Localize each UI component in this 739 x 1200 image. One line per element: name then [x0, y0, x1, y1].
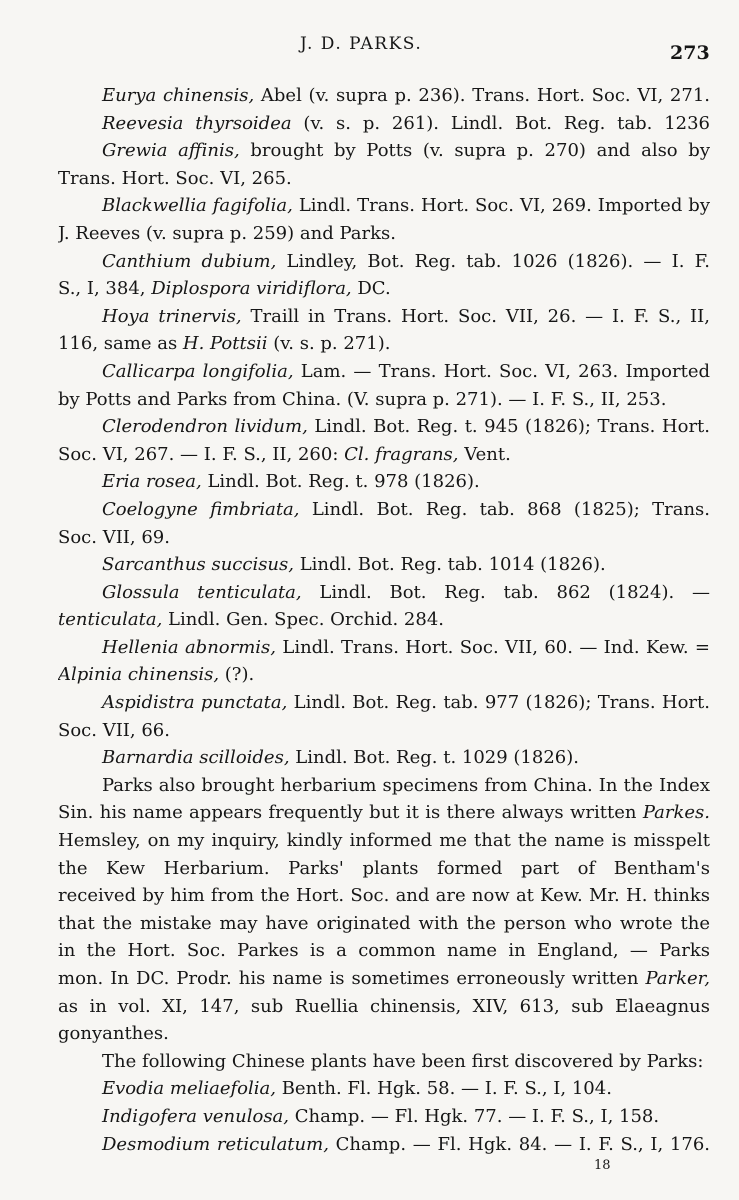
italic-text: Canthium dubium, — [102, 250, 277, 272]
text-line — [58, 937, 710, 965]
text-run: J. Reeves (v. supra p. 259) and Parks. — [58, 222, 396, 244]
text-line — [58, 965, 710, 993]
italic-text: H. Pottsii — [182, 333, 268, 355]
text-run: brought by Potts (v. supra p. 270) and also by — [250, 140, 710, 162]
text-run: in the Hort. Soc. Parkes is a common name in England, — Parks — [58, 940, 710, 962]
text-run: Lindl. Gen. Spec. Orchid. 284. — [162, 609, 445, 631]
text-line — [58, 551, 710, 579]
italic-text: Hoya trinervis, — [102, 305, 242, 327]
italic-text: Barnardia scilloides, — [102, 747, 290, 769]
italic-text: Hellenia abnormis, — [102, 636, 277, 658]
text-run: Sin. his name appears frequently but it is there always written — [58, 802, 643, 824]
text-line — [58, 744, 710, 772]
text-run: Vent. — [458, 443, 511, 465]
text-run: Lindl. Bot. Reg. t. 978 (1826). — [201, 471, 480, 493]
text-run: as in vol. XI, 147, sub Ruellia chinensis, XIV, 613, sub Elaeagnus — [58, 995, 710, 1017]
text-line — [58, 358, 710, 386]
page-header — [0, 28, 739, 68]
italic-text: Glossula tenticulata, — [102, 581, 302, 603]
italic-text: Blackwellia fagifolia, — [102, 195, 293, 217]
text-run: Lindl. Trans. Hort. Soc. VII, 60. — Ind. Kew. = — [276, 636, 710, 658]
text-run: Soc. VII, 66. — [58, 719, 170, 741]
text-run: Lindl. Bot. Reg. tab. 868 (1825); Trans. — [311, 498, 710, 520]
italic-text: Reevesia thyrsoidea — [102, 112, 292, 134]
italic-text: Evodia meliaefolia, — [102, 1078, 276, 1100]
text-line — [58, 192, 710, 220]
text-run: the Kew Herbarium. Parks' plants formed part of Bentham's — [58, 857, 710, 879]
text-run: (v. s. p. 261). Lindl. Bot. Reg. tab. 1236 — [303, 112, 710, 134]
text-run: Lindl. Bot. Reg. t. 1029 (1826). — [289, 747, 579, 769]
text-line — [58, 993, 710, 1021]
text-run: Soc. VI, 267. — I. F. S., II, 260: — [58, 443, 345, 465]
text-line — [58, 1048, 710, 1076]
text-line — [58, 606, 710, 634]
text-line — [58, 220, 710, 248]
text-line — [58, 799, 710, 827]
text-line — [58, 579, 710, 607]
text-line — [58, 1020, 710, 1048]
italic-text: Alpinia chinensis, — [58, 664, 220, 686]
text-line — [58, 524, 710, 552]
italic-text: Cl. fragrans, — [344, 443, 459, 465]
text-line — [58, 661, 710, 689]
text-run: Parks also brought herbarium specimens from China. In the Index — [102, 774, 710, 796]
italic-text: Eria rosea, — [102, 471, 202, 493]
text-line — [58, 441, 710, 469]
text-line — [58, 1103, 710, 1131]
page-number: 273 — [670, 42, 710, 64]
text-line — [58, 275, 710, 303]
text-run: Lindl. Bot. Reg. t. 945 (1826); Trans. Hort. — [307, 416, 710, 438]
text-line — [58, 386, 710, 414]
text-line — [58, 855, 710, 883]
text-run: DC. — [351, 278, 391, 300]
text-run: Hemsley, on my inquiry, kindly informed me that the name is misspelt — [58, 830, 710, 852]
running-head: J. D. PARKS. — [300, 34, 423, 54]
text-run: Lindl. Bot. Reg. tab. 862 (1824). — — [301, 581, 710, 603]
text-run: Lam. — Trans. Hort. Soc. VI, 263. Imported — [293, 360, 710, 382]
italic-text: Indigofera venulosa, — [102, 1105, 290, 1127]
signature-mark: 18 — [594, 1158, 611, 1173]
text-run: Lindl. Bot. Reg. tab. 977 (1826); Trans. Hort. — [287, 692, 710, 714]
italic-text: Coelogyne fimbriata, — [102, 498, 300, 520]
text-run: received by him from the Hort. Soc. and are now at Kew. Mr. H. thinks — [58, 885, 710, 907]
text-line — [58, 634, 710, 662]
body-text — [58, 82, 710, 1158]
text-run: 116, same as — [58, 333, 183, 355]
text-run: S., I, 384, — [58, 278, 152, 300]
text-run: Abel (v. supra p. 236). Trans. Hort. Soc. VI, 271. — [254, 85, 710, 106]
text-run: Champ. — Fl. Hgk. 84. — I. F. S., I, 176. — [328, 1133, 710, 1155]
text-run: Champ. — Fl. Hgk. 77. — I. F. S., I, 158. — [289, 1105, 660, 1127]
text-line — [58, 110, 710, 138]
italic-text: Desmodium reticulatum, — [102, 1133, 329, 1155]
italic-text: Grewia affinis, — [102, 140, 240, 162]
italic-text: Parker, — [645, 968, 710, 989]
text-line — [58, 82, 710, 110]
text-run: Trans. Hort. Soc. VI, 265. — [58, 167, 292, 189]
text-line — [58, 496, 710, 524]
text-line — [58, 772, 710, 800]
text-run: gonyanthes. — [58, 1023, 169, 1045]
text-run: The following Chinese plants have been first discovered by Parks: — [102, 1050, 704, 1072]
text-run: Traill in Trans. Hort. Soc. VII, 26. — I. F. S., II, — [241, 305, 710, 327]
text-line — [58, 248, 710, 276]
text-line — [58, 330, 710, 358]
italic-text: Aspidistra punctata, — [102, 692, 288, 714]
text-run: (v. s. p. 271). — [267, 333, 391, 355]
text-run: Lindl. Bot. Reg. tab. 1014 (1826). — [294, 554, 606, 576]
text-line — [58, 717, 710, 745]
text-run: (?). — [219, 664, 255, 686]
italic-text: Parkes. — [642, 802, 710, 824]
italic-text: Clerodendron lividum, — [102, 416, 308, 438]
italic-text: Callicarpa longifolia, — [102, 360, 294, 382]
italic-text: Diplospora viridiflora, — [151, 278, 352, 300]
text-line — [58, 303, 710, 331]
text-run: that the mistake may have originated with the person who wrote the — [58, 912, 710, 934]
italic-text: tenticulata, — [58, 609, 163, 631]
text-line — [58, 689, 710, 717]
text-run: mon. In DC. Prodr. his name is sometimes erroneously written — [58, 968, 646, 989]
text-line — [58, 137, 710, 165]
text-run: Lindl. Trans. Hort. Soc. VI, 269. Imported by — [292, 195, 710, 217]
text-line — [58, 468, 710, 496]
italic-text: Sarcanthus succisus, — [102, 554, 294, 576]
text-run: Lindley, Bot. Reg. tab. 1026 (1826). — I. F. — [276, 250, 710, 272]
text-run: by Potts and Parks from China. (V. supra p. 271). — I. F. S., II, 253. — [58, 388, 667, 410]
text-line — [58, 413, 710, 441]
text-line — [58, 1131, 710, 1159]
text-run: Benth. Fl. Hgk. 58. — I. F. S., I, 104. — [275, 1078, 612, 1100]
text-line — [58, 882, 710, 910]
text-line — [58, 165, 710, 193]
italic-text: Eurya chinensis, — [102, 85, 255, 106]
text-line — [58, 1075, 710, 1103]
text-line — [58, 910, 710, 938]
text-line — [58, 827, 710, 855]
text-run: Soc. VII, 69. — [58, 526, 170, 548]
